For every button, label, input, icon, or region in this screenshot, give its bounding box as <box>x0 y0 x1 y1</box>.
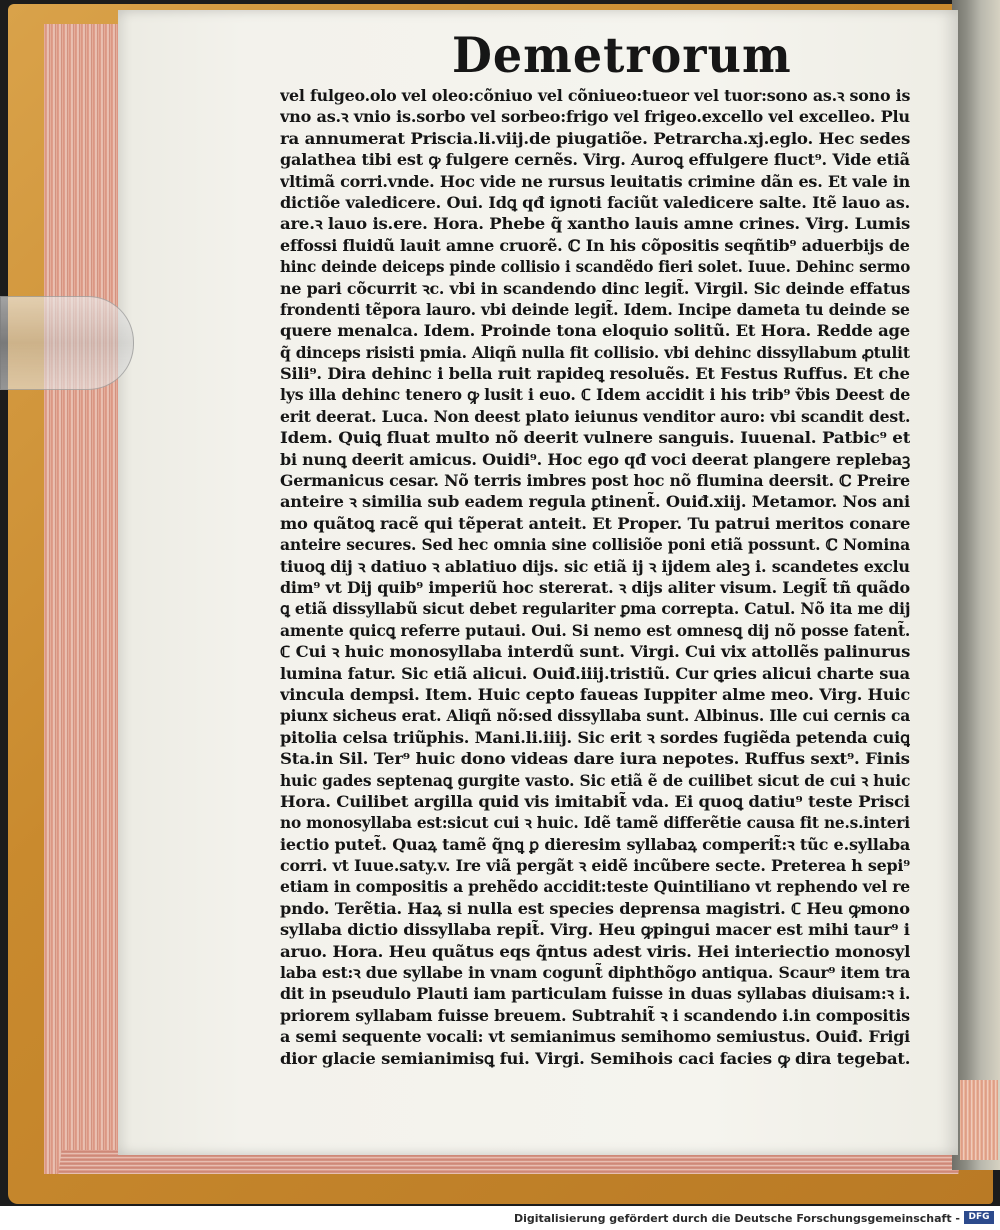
page-text-block <box>280 86 910 1070</box>
text-line: effossi fluidũ lauit amne cruorẽ. ℂ In his cõpositis seqñtib⁹ aduerbijs de <box>280 236 910 255</box>
text-line: quere menalca. Idem. Proinde tona eloquio solitũ. Et Hora. Redde age <box>280 322 910 341</box>
text-line: aruo. Hora. Heu quãtus eqs q̃ntus adest viris. Hei interiectio monosyl <box>280 942 910 961</box>
text-line: a semi sequente vocali: vt semianimus semihomo semiustus. Ouiđ. Frigi <box>280 1028 910 1047</box>
text-line: corri. vt Iuue.saty.v. Ire viã pergãt ꝛ eidẽ incũbere secte. Preterea h sepi⁹ <box>280 857 910 876</box>
text-line: galathea tibi est ꝙ fulgere cernẽs. Virg. Auroꝗ effulgere fluct⁹. Vide etiã <box>280 151 910 170</box>
text-line: pndo. Terẽtia. Haꝝ si nulla est species deprensa magistri. ℂ Heu ꝙmono <box>280 899 910 918</box>
text-line: vel fulgeo.olo vel oleo:cõniuo vel cõniueo:tueor vel tuor:sono as.ꝛ sono is <box>280 87 910 105</box>
text-line: Sili⁹. Dira dehinc i bella ruit rapideꝗ resoluẽs. Et Festus Ruffus. Et che <box>280 365 910 384</box>
facing-page-edge <box>952 0 1000 1170</box>
text-line: iectio putet̃. Quaꝝ tamẽ q̃nꝗ ꝑ dieresim syllabaꝝ comperit̃:ꝛ tũc e.syllaba <box>280 835 910 854</box>
facing-page-corner <box>960 1080 998 1160</box>
text-line: priorem syllabam fuisse breuem. Subtrahit̃ ꝛ i scandendo i.in compositis <box>280 1006 910 1025</box>
page-block-edge-left <box>44 24 121 1174</box>
glass-page-clamp <box>0 296 134 390</box>
text-line: lumina fatur. Sic etiã alicui. Ouiđ.iiij.tristiũ. Cur ꝗries alicui charte sua <box>280 664 910 683</box>
text-line: dictiõe valedicere. Oui. Idꝗ qđ ignoti faciũt valedicere salte. Itẽ lauo as. <box>280 193 910 212</box>
text-line: pitolia celsa triũphis. Mani.li.iiij. Sic erit ꝛ sordes fugiẽda petenda cuiꝗ <box>280 728 910 747</box>
text-line: mo quãtoꝗ racẽ qui tẽperat anteit. Et Proper. Tu patrui meritos conare <box>280 514 910 533</box>
text-line: ℂ Cui ꝛ huic monosyllaba interdũ sunt. Virgi. Cui vix attollẽs palinurus <box>280 643 910 662</box>
text-line: ne pari cõcurrit ꝛc. vbi in scandendo dinc legit̃. Virgil. Sic deinde effatus <box>280 279 910 298</box>
text-line: Hora. Cuilibet argilla quid vis imitabit̃ vda. Ei quoꝗ datiu⁹ teste Prisci <box>280 792 910 811</box>
dfg-logo: DFG <box>964 1211 994 1224</box>
text-line: syllaba dictio dissyllaba repit̃. Virg. Heu ꝙpingui macer est mihi taur⁹ i <box>280 921 910 940</box>
text-line: dior glacie semianimisꝗ fui. Virgi. Semihois caci facies ꝙ dira tegebat. <box>280 1049 910 1068</box>
text-line: Germanicus cesar. Nõ terris imbres post hoc nõ flumina deersit. ℂ Preire <box>280 472 910 491</box>
text-line: are.ꝛ lauo is.ere. Hora. Phebe q̃ xantho lauis amne crines. Virg. Lumis <box>280 215 910 234</box>
text-line: erit deerat. Luca. Non deest plato ieiunus venditor auro: vbi scandit dest. <box>280 407 910 426</box>
text-line: no monosyllaba est:sicut cui ꝛ huic. Idẽ tamẽ differẽtie causa fit ne.s.interi <box>280 814 910 833</box>
text-line: dit in pseudulo Plauti iam particulam fuisse in duas syllabas diuisam:ꝛ i. <box>280 985 910 1004</box>
text-line: anteire ꝛ similia sub eadem regula ꝑtinent̃. Ouiđ.xiij. Metamor. Nos ani <box>280 493 910 512</box>
text-line: vltimã corri.vnde. Hoc vide ne rursus leuitatis crimine dãn es. Et vale in <box>280 172 910 191</box>
text-line: etiam in compositis a prehẽdo accidit:teste Quintiliano vt rephendo vel re <box>280 878 910 897</box>
text-line: hinc deinde deiceps pinde collisio i scandẽdo fieri solet. Iuue. Dehinc sermo <box>280 258 910 277</box>
text-line: anteire secures. Sed hec omnia sine collisiõe poni etiã possunt. ℂ Nomina <box>280 536 910 555</box>
text-line: piunx sicheus erat. Aliqñ nõ:sed dissyllaba sunt. Albinus. Ille cui cernis ca <box>280 707 910 726</box>
text-line: vincula dempsi. Item. Huic cepto faueas Iuppiter alme meo. Virg. Huic <box>280 685 910 704</box>
footer-credit: Digitalisierung gefördert durch die Deutsche Forschungsgemeinschaft - <box>513 1212 960 1225</box>
text-line: q̃ dinceps risisti pmia. Aliqñ nulla fit collisio. vbi dehinc dissyllabum ꝓtulit <box>280 343 910 362</box>
text-line: dim⁹ vt Dij quib⁹ imperiũ hoc stererat. ꝛ dijs aliter visum. Legit̃ tñ quãdo <box>280 578 910 597</box>
text-line: tiuoꝗ dij ꝛ datiuo ꝛ ablatiuo dijs. sic etiã ij ꝛ ijdem aleꝫ i. scandetes exclu <box>280 557 910 576</box>
text-line: vno as.ꝛ vnio is.sorbo vel sorbeo:frigo vel frigeo.excello vel excelleo. Plu <box>280 108 910 127</box>
text-line: ra annumerat Priscia.li.viij.de piugatiõe. Petrarcha.xj.eglo. Hec sedes <box>280 129 910 148</box>
text-line: lys illa dehinc tenero ꝙ lusit i euo. ℂ Idem accidit i his trib⁹ ṽbis Deest de <box>280 386 910 405</box>
text-line: Idem. Quiꝗ fluat multo nõ deerit vulnere sanguis. Iuuenal. Patbic⁹ et <box>280 429 910 448</box>
text-line: Sta.in Sil. Ter⁹ huic dono videas dare iura nepotes. Ruffus sext⁹. Finis <box>280 750 910 769</box>
text-line: laba est:ꝛ due syllabe in vnam cogunt̃ diphthõgo antiqua. Scaur⁹ item tra <box>280 964 910 983</box>
text-line: frondenti tẽpora lauro. vbi deinde legit̃. Idem. Incipe dameta tu deinde se <box>280 300 910 319</box>
text-line: bi nunꝗ deerit amicus. Ouidi⁹. Hoc ego qđ voci deerat plangere replebaꝫ <box>280 450 910 469</box>
text-line: amente quicꝗ referre putaui. Oui. Si nemo est omnesꝗ dij nõ posse fatent̃. <box>280 621 910 640</box>
text-line: huic gades septenaꝗ gurgite vasto. Sic etiã ẽ de cuilibet sicut de cui ꝛ huic <box>280 771 910 790</box>
text-line: ꝗ etiã dissyllabũ sicut debet regulariter ꝑma correpta. Catul. Nõ ita me dij <box>280 600 910 619</box>
page-heading: Demetrorum <box>452 26 792 84</box>
